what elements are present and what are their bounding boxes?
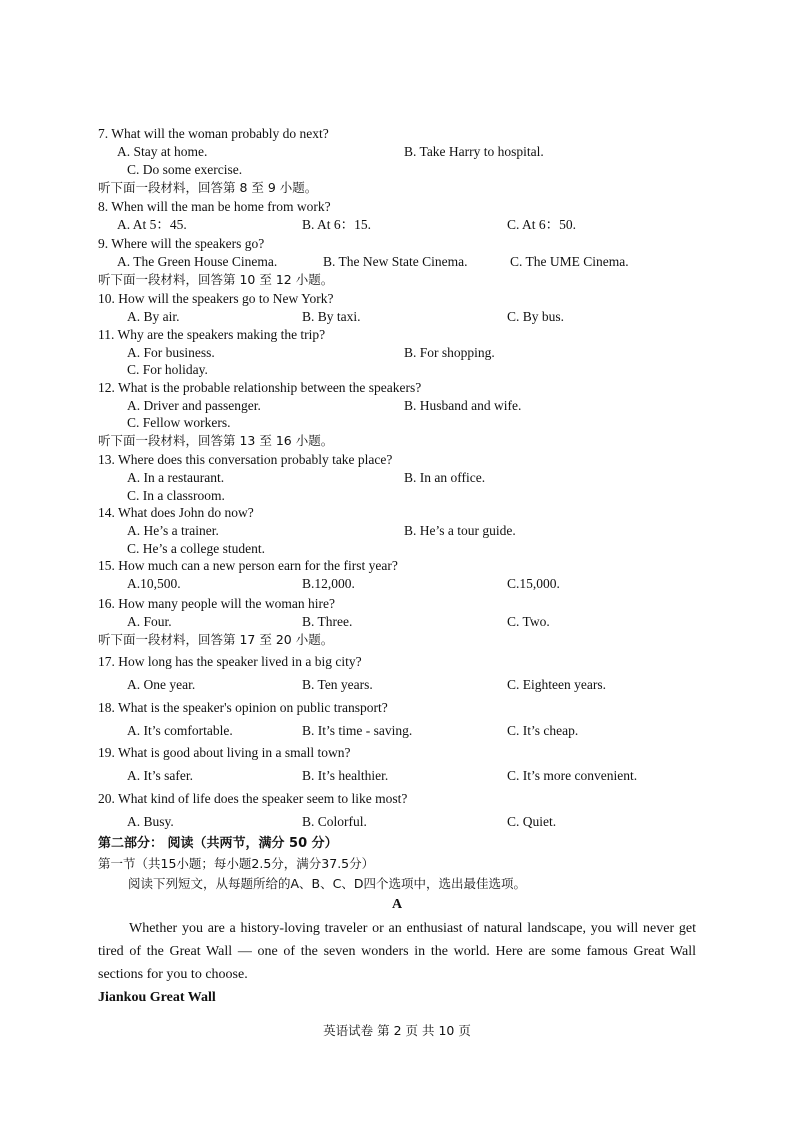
option-c: C. Fellow workers. bbox=[127, 415, 231, 430]
section-instruction: 听下面一段材料，回答第 10 至 12 小题。 bbox=[98, 272, 334, 287]
question-stem: 12. What is the probable relationship between the speakers? bbox=[98, 380, 422, 395]
option-b: B. Husband and wife. bbox=[404, 398, 522, 413]
question-stem: 10. How will the speakers go to New York? bbox=[98, 291, 334, 306]
option-c: C. By bus. bbox=[507, 309, 565, 324]
option-a: A. In a restaurant. bbox=[127, 470, 225, 485]
part-heading: 第二部分： 阅读（共两节，满分 50 分） bbox=[98, 836, 338, 851]
question-stem: 13. Where does this conversation probably take place? bbox=[98, 452, 393, 467]
question-stem: 15. How much can a new person earn for the first year? bbox=[98, 558, 398, 573]
option-b: B. Three. bbox=[302, 614, 353, 629]
option-b: B. Ten years. bbox=[302, 677, 373, 692]
question-stem: 14. What does John do now? bbox=[98, 505, 254, 520]
section-heading: 第一节（共15小题；每小题2.5分，满分37.5分） bbox=[98, 856, 375, 871]
option-c: C. Eighteen years. bbox=[507, 677, 606, 692]
option-b: B. In an office. bbox=[404, 470, 486, 485]
option-c: C. Two. bbox=[507, 614, 550, 629]
option-b: B. By taxi. bbox=[302, 309, 361, 324]
option-b: B. For shopping. bbox=[404, 345, 495, 360]
option-a: A. By air. bbox=[127, 309, 180, 324]
option-b: B. The New State Cinema. bbox=[323, 254, 468, 269]
section-instruction: 听下面一段材料，回答第 13 至 16 小题。 bbox=[98, 433, 334, 448]
option-c: C. For holiday. bbox=[127, 362, 208, 377]
option-b: B. He’s a tour guide. bbox=[404, 523, 516, 538]
question-stem: 18. What is the speaker's opinion on public transport? bbox=[98, 700, 388, 715]
reading-instruction: 阅读下列短文，从每题所给的A、B、C、D四个选项中，选出最佳选项。 bbox=[128, 876, 526, 891]
option-a: A. At 5：45. bbox=[117, 217, 187, 232]
option-c: C. In a classroom. bbox=[127, 488, 225, 503]
question-stem: 9. Where will the speakers go? bbox=[98, 236, 265, 251]
option-a: A. It’s comfortable. bbox=[127, 723, 233, 738]
section-instruction: 听下面一段材料，回答第 17 至 20 小题。 bbox=[98, 632, 334, 647]
option-a: A.10,500. bbox=[127, 576, 181, 591]
option-b: B. Take Harry to hospital. bbox=[404, 144, 544, 159]
option-a: A. One year. bbox=[127, 677, 196, 692]
page-footer: 英语试卷 第 2 页 共 10 页 bbox=[323, 1023, 471, 1038]
section-instruction: 听下面一段材料，回答第 8 至 9 小题。 bbox=[98, 180, 318, 195]
option-a: A. Busy. bbox=[127, 814, 174, 829]
question-stem: 17. How long has the speaker lived in a big city? bbox=[98, 654, 362, 669]
option-c: C. At 6：50. bbox=[507, 217, 577, 232]
question-stem: 7. What will the woman probably do next? bbox=[98, 126, 329, 141]
passage-paragraph: Whether you are a history-loving traveler or an enthusiast of natural landscape, you will never get tired of the Great Wall — one of the seven wonders in the world. Here are some famous Great Wall sections for you to choose. bbox=[98, 921, 696, 982]
option-a: A. Driver and passenger. bbox=[127, 398, 261, 413]
option-b: B. Colorful. bbox=[302, 814, 367, 829]
option-a: A. The Green House Cinema. bbox=[117, 254, 278, 269]
option-c: C. Quiet. bbox=[507, 814, 557, 829]
question-stem: 16. How many people will the woman hire? bbox=[98, 596, 335, 611]
question-stem: 11. Why are the speakers making the trip? bbox=[98, 327, 326, 342]
option-a: A. Stay at home. bbox=[117, 144, 208, 159]
question-stem: 19. What is good about living in a small town? bbox=[98, 745, 351, 760]
option-a: A. It’s safer. bbox=[127, 768, 193, 783]
option-b: B.12,000. bbox=[302, 576, 355, 591]
option-b: B. At 6：15. bbox=[302, 217, 372, 232]
question-stem: 8. When will the man be home from work? bbox=[98, 199, 331, 214]
option-c: C.15,000. bbox=[507, 576, 560, 591]
option-c: C. It’s more convenient. bbox=[507, 768, 638, 783]
option-c: C. The UME Cinema. bbox=[510, 254, 629, 269]
option-b: B. It’s healthier. bbox=[302, 768, 389, 783]
option-a: A. Four. bbox=[127, 614, 172, 629]
option-b: B. It’s time - saving. bbox=[302, 723, 413, 738]
option-c: C. It’s cheap. bbox=[507, 723, 579, 738]
option-c: C. He’s a college student. bbox=[127, 541, 265, 556]
passage-subheading: Jiankou Great Wall bbox=[98, 990, 216, 1005]
option-a: A. He’s a trainer. bbox=[127, 523, 219, 538]
question-stem: 20. What kind of life does the speaker seem to like most? bbox=[98, 791, 408, 806]
passage-letter: A bbox=[391, 897, 403, 912]
option-a: A. For business. bbox=[127, 345, 215, 360]
option-c: C. Do some exercise. bbox=[127, 162, 243, 177]
